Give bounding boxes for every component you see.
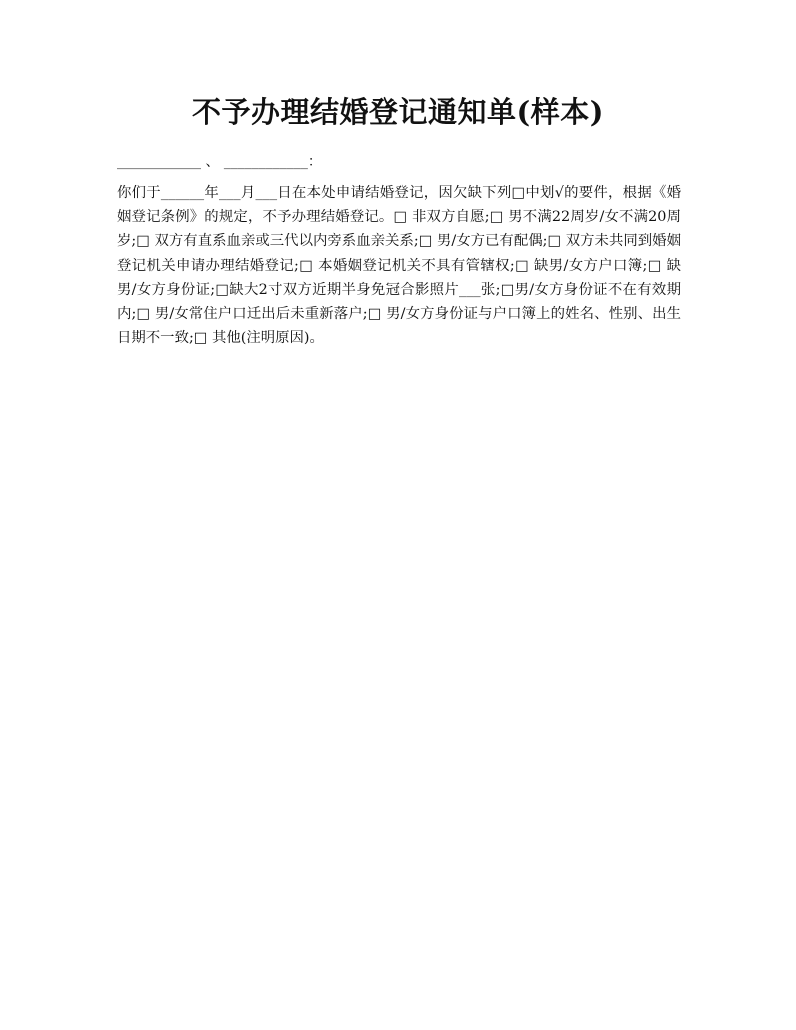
addressee-line: ____________ 、 ____________：: [117, 154, 322, 170]
document-title: 不予办理结婚登记通知单(样本): [192, 95, 604, 129]
notice-body-paragraph: 你们于______年___月___日在本处申请结婚登记，因欠缺下列□中划√的要件，根据《婚姻登记条例》的规定，不予办理结婚登记。□ 非双方自愿;□ 男不满22周岁/女不满20周岁;□ 双方有直系血亲或三代以内旁系血亲关系;□ 男/女方已有配偶;□ 双方未共同到婚姻登记机关申请办理结婚登记;□ 本婚姻登记机关不具有管辖权;□ 缺男/女方户口簿;□ 缺男/女方身份证;□缺大2寸双方近期半身免冠合影照片___张;□男/女方身份证不在有效期内;□ 男/女常住户口迁出后未重新落户;□ 男/女方身份证与户口簿上的姓名、性别、出生日期不一致;□ 其他(注明原因)。: [117, 185, 681, 347]
